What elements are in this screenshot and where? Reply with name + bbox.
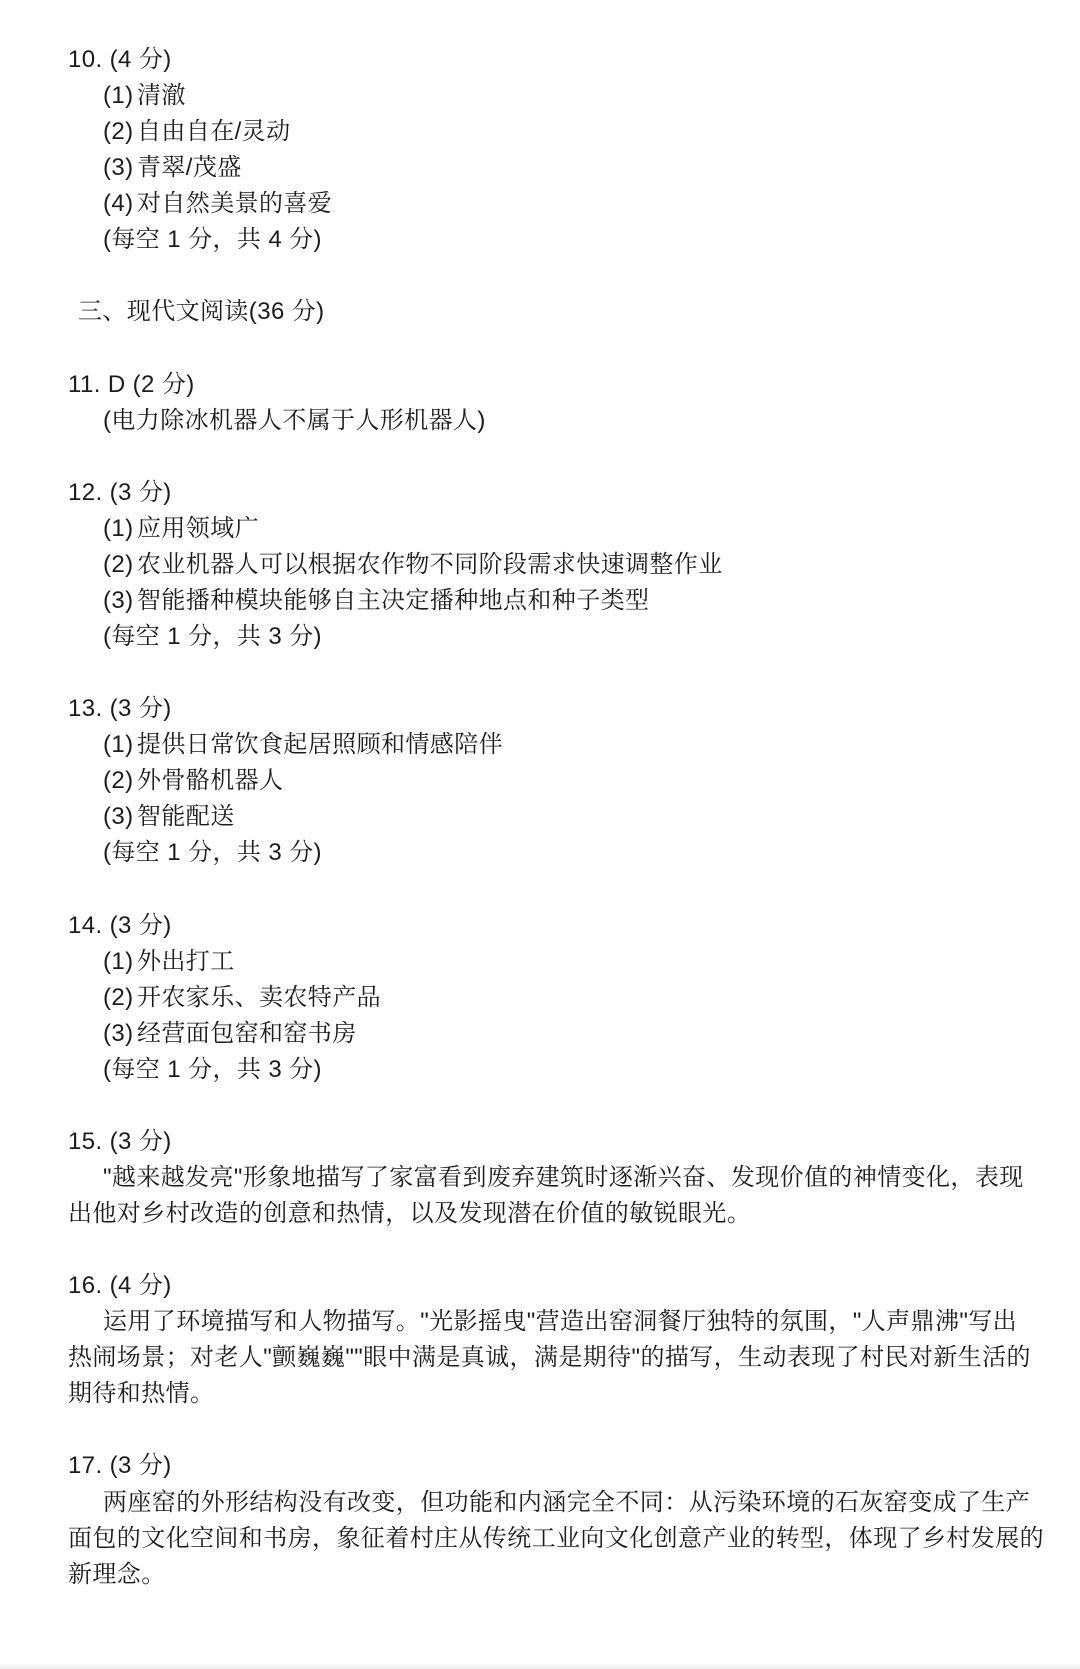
answer-text: 自由自在/灵动	[137, 118, 291, 146]
answer-text: 农业机器人可以根据农作物不同阶段需求快速调整作业	[137, 550, 723, 578]
question-13-answer-2	[68, 763, 1040, 799]
answer-text: 提供日常饮食起居照顾和情感陪伴	[137, 731, 503, 759]
question-10-answer-4	[68, 186, 1040, 222]
answer-text: 应用领域广	[137, 514, 259, 542]
answer-label: (2)	[103, 550, 134, 578]
section-heading: 三、现代文阅读(36 分)	[78, 298, 325, 326]
question-16-heading: 16. (4 分)	[68, 1272, 172, 1300]
question-13-heading: 13. (3 分)	[68, 695, 172, 723]
section-3	[68, 294, 1040, 330]
answer-label: (1)	[103, 82, 134, 110]
question-11	[68, 367, 1040, 439]
question-13	[68, 691, 1040, 871]
question-10-heading: 10. (4 分)	[68, 46, 172, 73]
question-15	[68, 1124, 1040, 1232]
question-15-answer-line-1: "越来越发亮"形象地描写了家富看到废弃建筑时逐渐兴奋、发现价值的神情变化，表现	[103, 1163, 1024, 1191]
answer-text: 青翠/茂盛	[137, 154, 242, 182]
answer-label: (2)	[103, 983, 134, 1011]
question-15-heading: 15. (3 分)	[68, 1127, 172, 1155]
question-13-scoring-note: (每空 1 分，共 3 分)	[103, 839, 322, 867]
answer-text: 经营面包窑和窑书房	[137, 1019, 357, 1047]
answer-label: (3)	[103, 1019, 134, 1047]
question-10-answer-1	[68, 78, 1040, 114]
question-12-answer-1	[68, 511, 1040, 547]
question-12	[68, 475, 1040, 655]
question-12-heading: 12. (3 分)	[68, 478, 172, 506]
answer-label: (1)	[103, 514, 134, 542]
answer-text: 外骨骼机器人	[137, 767, 284, 795]
answer-label: (4)	[103, 190, 134, 218]
answer-text: 清澈	[137, 82, 186, 110]
question-10-answer-3	[68, 150, 1040, 186]
question-14	[68, 908, 1040, 1088]
answer-label: (1)	[103, 731, 134, 759]
question-13-answer-3	[68, 799, 1040, 835]
question-14-heading: 14. (3 分)	[68, 911, 172, 939]
answer-text: 智能配送	[137, 803, 235, 831]
question-16	[68, 1268, 1040, 1412]
question-12-answer-3	[68, 583, 1040, 619]
question-11-explanation: (电力除冰机器人不属于人形机器人)	[103, 406, 486, 434]
question-12-scoring-note: (每空 1 分，共 3 分)	[103, 623, 322, 650]
question-10	[68, 42, 1040, 258]
answer-label: (2)	[103, 767, 134, 795]
question-16-answer-line-3: 期待和热情。	[68, 1380, 215, 1408]
question-13-answer-1	[68, 727, 1040, 763]
question-16-answer-line-2: 热闹场景；对老人"颤巍巍""眼中满是真诚，满是期待"的描写，生动表现了村民对新生活的	[68, 1344, 1031, 1372]
answer-text: 外出打工	[137, 947, 235, 975]
question-14-answer-3	[68, 1016, 1040, 1052]
question-15-answer-line-2: 出他对乡村改造的创意和热情，以及发现潜在价值的敏锐眼光。	[68, 1200, 752, 1227]
question-17-heading: 17. (3 分)	[68, 1452, 172, 1480]
question-14-answer-2	[68, 980, 1040, 1016]
question-10-scoring-note: (每空 1 分，共 4 分)	[103, 226, 322, 254]
answer-label: (2)	[103, 118, 134, 146]
answer-label: (3)	[103, 803, 134, 831]
answer-text: 智能播种模块能够自主决定播种地点和种子类型	[137, 586, 650, 614]
page-bottom-edge	[0, 1662, 1080, 1669]
question-10-answer-2	[68, 114, 1040, 150]
question-16-answer-line-1: 运用了环境描写和人物描写。"光影摇曳"营造出窑洞餐厅独特的氛围，"人声鼎沸"写出	[103, 1308, 1018, 1336]
answer-label: (1)	[103, 947, 134, 975]
question-17-answer-line-2: 面包的文化空间和书房，象征着村庄从传统工业向文化创意产业的转型，体现了乡村发展的	[68, 1524, 1044, 1552]
question-14-answer-1	[68, 944, 1040, 980]
question-14-scoring-note: (每空 1 分，共 3 分)	[103, 1055, 322, 1083]
answer-text: 开农家乐、卖农特产品	[137, 983, 381, 1011]
question-11-heading: 11. D (2 分)	[68, 370, 195, 398]
answer-label: (3)	[103, 154, 134, 182]
question-17-answer-line-3: 新理念。	[68, 1560, 166, 1588]
question-17	[68, 1448, 1044, 1592]
answer-label: (3)	[103, 586, 134, 614]
answer-text: 对自然美景的喜爱	[137, 190, 333, 218]
question-17-answer-line-1: 两座窑的外形结构没有改变，但功能和内涵完全不同：从污染环境的石灰窑变成了生产	[103, 1488, 1031, 1516]
question-12-answer-2	[68, 547, 1040, 583]
